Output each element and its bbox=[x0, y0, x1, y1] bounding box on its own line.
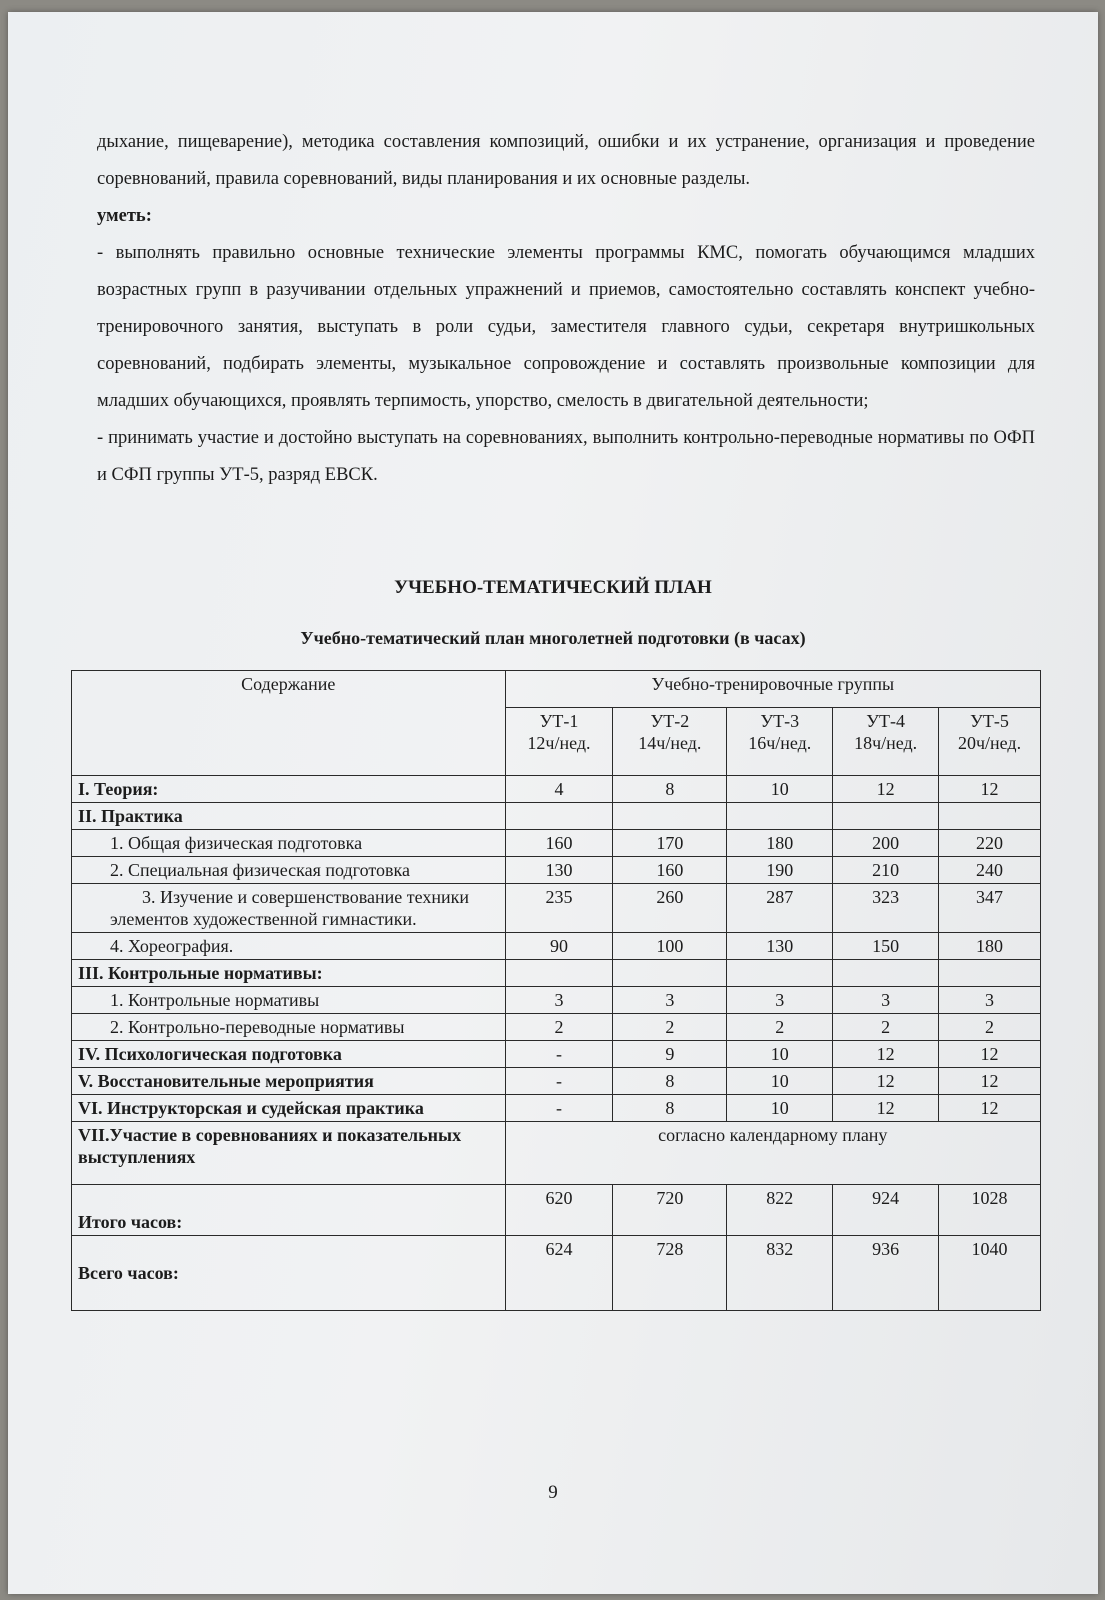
header-groups: Учебно-тренировочные группы bbox=[505, 671, 1040, 708]
table-row: I. Теория: 4 8 10 12 12 bbox=[72, 776, 1041, 803]
header-content: Содержание bbox=[72, 671, 506, 776]
table-header-row bbox=[72, 671, 1041, 708]
calendar-note: согласно календарному плану bbox=[505, 1122, 1040, 1185]
table-title: Учебно-тематический план многолетней подготовки (в часах) bbox=[300, 628, 806, 648]
table-row: Итого часов: 620 720 822 924 1028 bbox=[72, 1185, 1041, 1236]
group-1: УТ-1 12ч/нед. bbox=[505, 708, 613, 776]
document-page bbox=[8, 12, 1098, 1594]
table-row: 3. Изучение и совершенствование техники элементов художественной гимнастики. 235 260 287 323 347 bbox=[72, 884, 1041, 933]
table-row: 2. Специальная физическая подготовка 130 160 190 210 240 bbox=[72, 857, 1041, 884]
table-row: IV. Психологическая подготовка - 9 10 12 12 bbox=[72, 1041, 1041, 1068]
table-row: 1. Контрольные нормативы 3 3 3 3 3 bbox=[72, 987, 1041, 1014]
table-row: 4. Хореография. 90 100 130 150 180 bbox=[72, 933, 1041, 960]
group-3: УТ-3 16ч/нед. bbox=[727, 708, 833, 776]
plan-table bbox=[71, 670, 1041, 1311]
paragraph-2: - выполнять правильно основные технические элементы программы КМС, помогать обучающимся младших возрастных групп в разучивании отдельных упражнений и приемов, самостоятельно составлять конспект учебно-тренировочного занятия, выступать в роли судьи, заместителя главного судьи, секретаря внутришкольных соревнований, подбирать элементы, музыкальное сопровождение и составлять произвольные композиции для младших обучающихся, проявлять терпимость, упорство, смелость в двигательной деятельности; bbox=[97, 243, 1035, 411]
table-row: VII.Участие в соревнованиях и показательных выступлениях согласно календарному плану bbox=[72, 1122, 1041, 1185]
table-row: 2. Контрольно-переводные нормативы 2 2 2 2 2 bbox=[72, 1014, 1041, 1041]
group-5: УТ-5 20ч/нед. bbox=[939, 708, 1041, 776]
group-2: УТ-2 14ч/нед. bbox=[613, 708, 727, 776]
paragraph-3: - принимать участие и достойно выступать на соревнованиях, выполнить контрольно-переводные нормативы по ОФП и СФП группы УТ-5, разряд ЕВСК. bbox=[97, 428, 1035, 485]
skills-heading: уметь: bbox=[97, 206, 152, 226]
body-text bbox=[97, 124, 1035, 494]
table-row: III. Контрольные нормативы: bbox=[72, 960, 1041, 987]
paragraph-1: дыхание, пищеварение), методика составления композиций, ошибки и их устранение, организация и проведение соревнований, правила соревнований, виды планирования и их основные разделы. bbox=[97, 132, 1035, 189]
table-row: Всего часов: 624 728 832 936 1040 bbox=[72, 1236, 1041, 1311]
table-row: 1. Общая физическая подготовка 160 170 180 200 220 bbox=[72, 830, 1041, 857]
section-title: УЧЕБНО-ТЕМАТИЧЕСКИЙ ПЛАН bbox=[394, 577, 712, 598]
group-4: УТ-4 18ч/нед. bbox=[833, 708, 939, 776]
table-row: V. Восстановительные мероприятия - 8 10 12 12 bbox=[72, 1068, 1041, 1095]
page-number: 9 bbox=[548, 1482, 558, 1503]
table-row: II. Практика bbox=[72, 803, 1041, 830]
table-row: VI. Инструкторская и судейская практика - 8 10 12 12 bbox=[72, 1095, 1041, 1122]
